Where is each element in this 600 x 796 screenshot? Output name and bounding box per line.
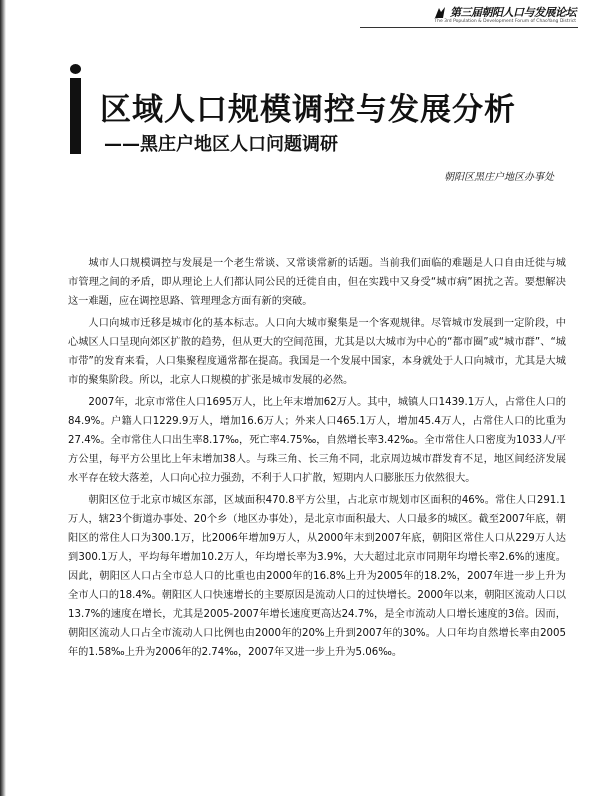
article-body (68, 254, 566, 665)
header-divider (360, 27, 578, 28)
paragraph: 2007年，北京市常住人口1695万人，比上年末增加62万人。其中，城镇人口1439.1万人，占常住人口的84.9%。户籍人口1229.9万人，增加16.6万人；外来人口465.1万人，增加45.4万人，占常住人口的比重为27.4%。全市常住人口出生率8.17‰，死亡率4.75‰，自然增长率3.42‰。全市常住人口密度为1033人/平方公里，每平方公里比上年末增加38人。与珠三角、长三角不同，北京周边城市群发育不足，地区间经济发展水平存在较大落差，人口向心拉力强劲，不利于人口扩散，短期内人口膨胀压力依然很大。 (68, 397, 566, 484)
article-title: 区域人口规模调控与发展分析 (100, 92, 516, 128)
article-author: 朝阳区黑庄户地区办事处 (444, 172, 554, 183)
paragraph: 朝阳区位于北京市城区东部，区域面积470.8平方公里，占北京市规划市区面积的46%。常住人口291.1万人，辖23个街道办事处、20个乡（地区办事处），是北京市面积最大、人口最多的城区。截至2007年底，朝阳区的常住人口为300.1万，比2006年增加9万人，从2000年末到2007年底，朝阳区常住人口从229万人达到300.1万人，平均每年增加10.2万人，年均增长率为3.9%，大大超过北京市同期年均增长率2.6%的速度。因此，朝阳区人口占全市总人口的比重也由2000年的16.8%上升为2005年的18.2%，2007年进一步上升为全市人口的18.4%。朝阳区人口快速增长的主要原因是流动人口的过快增长。2000年以来，朝阳区流动人口以13.7%的速度在增长，尤其是2005-2007年增长速度更高达24.7%，是全市流动人口增长速度的3倍。因而，朝阳区流动人口占全市流动人口比例也由2000年的20%上升到2007年的30%。人口年均自然增长率由2005年的1.58‰上升为2006年的2.74‰，2007年又进一步上升为5.06‰。 (68, 495, 566, 658)
forum-logo-icon (433, 6, 447, 20)
forum-title: 第三届朝阳人口与发展论坛 (450, 6, 576, 19)
scan-edge (0, 0, 6, 796)
article-subtitle: ——黑庄户地区人口问题调研 (104, 134, 338, 155)
paragraph: 城市人口规模调控与发展是一个老生常谈、又常谈常新的话题。当前我们面临的难题是人口自由迁徙与城市管理之间的矛盾，即从理论上人们都认同公民的迁徙自由，但在实践中又身受“城市病”困扰之苦。要想解决这一难题，应在调控思路、管理理念方面有新的突破。 (68, 258, 566, 307)
forum-subtitle: The 3rd Population & Development Forum of ChaoYang District (434, 19, 576, 24)
title-ornament-bar (70, 78, 81, 154)
forum-header (433, 4, 576, 26)
paragraph: 人口向城市迁移是城市化的基本标志。人口向大城市聚集是一个客观规律。尽管城市发展到一定阶段，中心城区人口呈现向郊区扩散的趋势，但从更大的空间范围，尤其是以大城市为中心的“都市圈”或“城市群”、“城市带”的发育来看，人口集聚程度通常都在提高。我国是一个发展中国家，本身就处于人口向城市，尤其是大城市的聚集阶段。所以，北京人口规模的扩张是城市发展的必然。 (68, 318, 566, 386)
title-ornament-dot (70, 64, 81, 74)
